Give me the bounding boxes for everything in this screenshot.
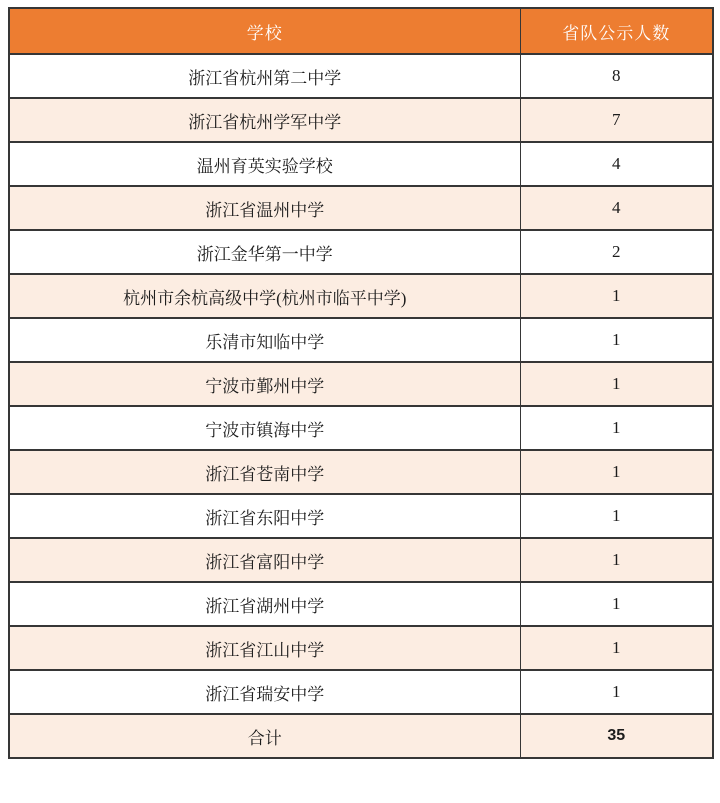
table-row <box>9 186 713 230</box>
header-count: 省队公示人数 <box>520 8 713 54</box>
school-cell: 宁波市鄞州中学 <box>9 362 520 406</box>
header-school: 学校 <box>9 8 520 54</box>
school-cell: 乐清市知临中学 <box>9 318 520 362</box>
table-row <box>9 494 713 538</box>
school-cell: 浙江省富阳中学 <box>9 538 520 582</box>
count-cell: 1 <box>520 538 713 582</box>
table-row <box>9 274 713 318</box>
count-cell: 7 <box>520 98 713 142</box>
school-cell: 温州育英实验学校 <box>9 142 520 186</box>
count-cell: 1 <box>520 670 713 714</box>
table-row <box>9 54 713 98</box>
school-cell: 浙江省瑞安中学 <box>9 670 520 714</box>
school-cell: 浙江省杭州学军中学 <box>9 98 520 142</box>
table-row <box>9 362 713 406</box>
total-count-cell: 35 <box>520 714 713 758</box>
count-cell: 4 <box>520 142 713 186</box>
table-header-row <box>9 8 713 54</box>
table-total-row <box>9 714 713 758</box>
count-cell: 1 <box>520 406 713 450</box>
table-row <box>9 142 713 186</box>
school-cell: 浙江省温州中学 <box>9 186 520 230</box>
table-row <box>9 582 713 626</box>
school-cell: 杭州市余杭高级中学(杭州市临平中学) <box>9 274 520 318</box>
count-cell: 1 <box>520 626 713 670</box>
table-row <box>9 98 713 142</box>
table-row <box>9 670 713 714</box>
count-cell: 1 <box>520 494 713 538</box>
table-row <box>9 318 713 362</box>
count-cell: 8 <box>520 54 713 98</box>
table-row <box>9 450 713 494</box>
school-count-table <box>8 7 714 759</box>
count-cell: 1 <box>520 318 713 362</box>
school-cell: 浙江省湖州中学 <box>9 582 520 626</box>
school-cell: 浙江省江山中学 <box>9 626 520 670</box>
total-label-cell: 合计 <box>9 714 520 758</box>
count-cell: 4 <box>520 186 713 230</box>
school-cell: 浙江省杭州第二中学 <box>9 54 520 98</box>
count-cell: 1 <box>520 274 713 318</box>
table-row <box>9 538 713 582</box>
school-cell: 浙江省苍南中学 <box>9 450 520 494</box>
table-row <box>9 626 713 670</box>
school-cell: 浙江金华第一中学 <box>9 230 520 274</box>
count-cell: 1 <box>520 582 713 626</box>
count-cell: 1 <box>520 450 713 494</box>
table-row <box>9 230 713 274</box>
school-cell: 浙江省东阳中学 <box>9 494 520 538</box>
count-cell: 1 <box>520 362 713 406</box>
school-cell: 宁波市镇海中学 <box>9 406 520 450</box>
count-cell: 2 <box>520 230 713 274</box>
table-row <box>9 406 713 450</box>
